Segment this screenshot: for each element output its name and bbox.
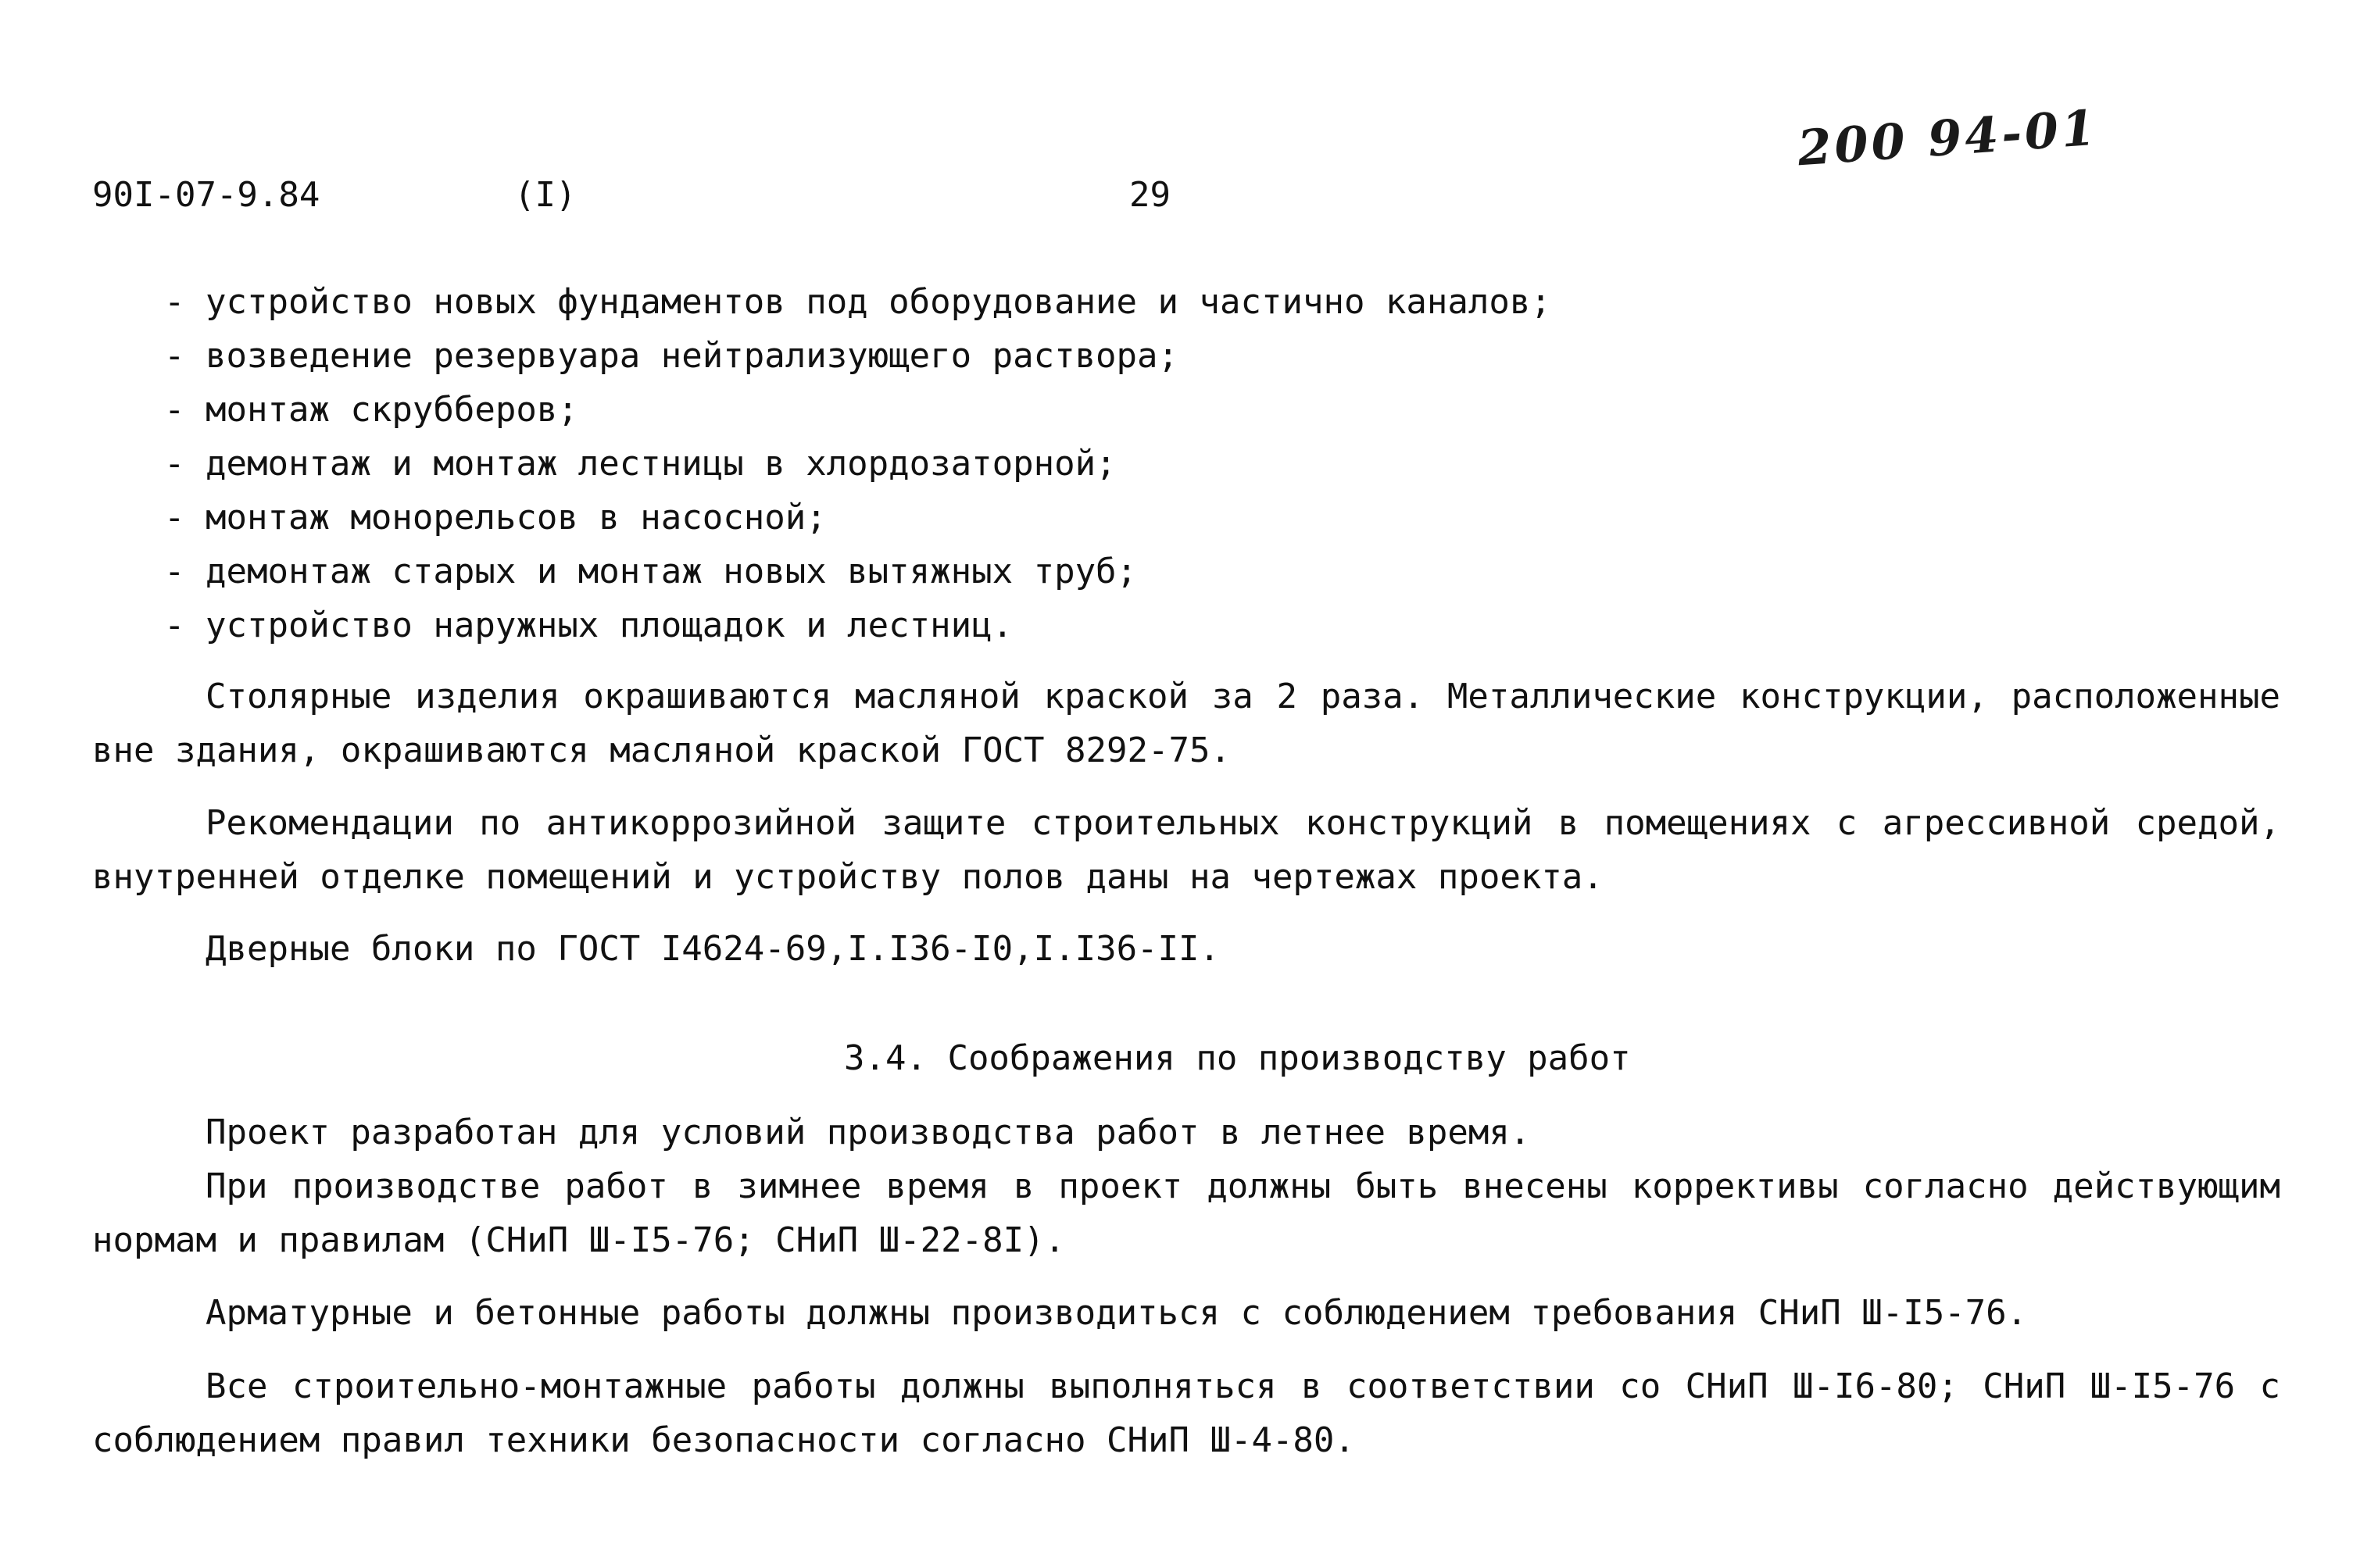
list-item: - демонтаж и монтаж лестницы в хлордозаторной; [164, 444, 1117, 484]
page-number: 29 [1129, 175, 1171, 215]
list-item: - монтаж скрубберов; [164, 390, 578, 430]
list-item: - устройство новых фундаментов под оборудование и частично каналов; [164, 282, 1551, 322]
work-list [164, 275, 1551, 652]
list-item: - монтаж монорельсов в насосной; [164, 498, 827, 538]
list-item: - возведение резервуара нейтрализующего раствора; [164, 336, 1179, 376]
paragraph-summer-conditions: Проект разработан для условий производства работ в летнее время. [206, 1113, 1531, 1152]
paragraph-painting: Столярные изделия окрашиваются масляной краской за 2 раза. Металлические конструкции, расположенные вне здания, окрашиваются масляной краской ГОСТ 8292-75. [92, 677, 2280, 770]
paragraph-anticorrosion: Рекомендации по антикоррозийной защите строительных конструкций в помещениях с агрессивной средой, внутренней отделке помещений и устройству полов даны на чертежах проекта. [92, 803, 2280, 897]
list-item: - устройство наружных площадок и лестниц. [164, 605, 1014, 645]
paragraph-reinforcement: Арматурные и бетонные работы должны производиться с соблюдением требования СНиП Ш-I5-76. [206, 1293, 2028, 1333]
list-item: - демонтаж старых и монтаж новых вытяжных труб; [164, 552, 1138, 591]
sheet-part: (I) [514, 175, 577, 215]
paragraph-door-blocks: Дверные блоки по ГОСТ I4624-69,I.I36-I0,I.I36-II. [206, 929, 1221, 969]
paragraph-winter-conditions: При производстве работ в зимнее время в проект должны быть внесены коррективы согласно действующим нормам и правилам (СНиП Ш-I5-76; СНиП Ш-22-8I). [92, 1166, 2280, 1260]
doc-number: 90I-07-9.84 [92, 175, 320, 215]
handwritten-note: 200 94-01 [1795, 98, 2101, 177]
paragraph-safety: Все строительно-монтажные работы должны выполняться в соответствии со СНиП Ш-I6-80; СНиП Ш-I5-76 с соблюдением правил техники безопасности согласно СНиП Ш-4-80. [92, 1366, 2280, 1460]
section-heading: 3.4. Соображения по производству работ [844, 1038, 1631, 1078]
